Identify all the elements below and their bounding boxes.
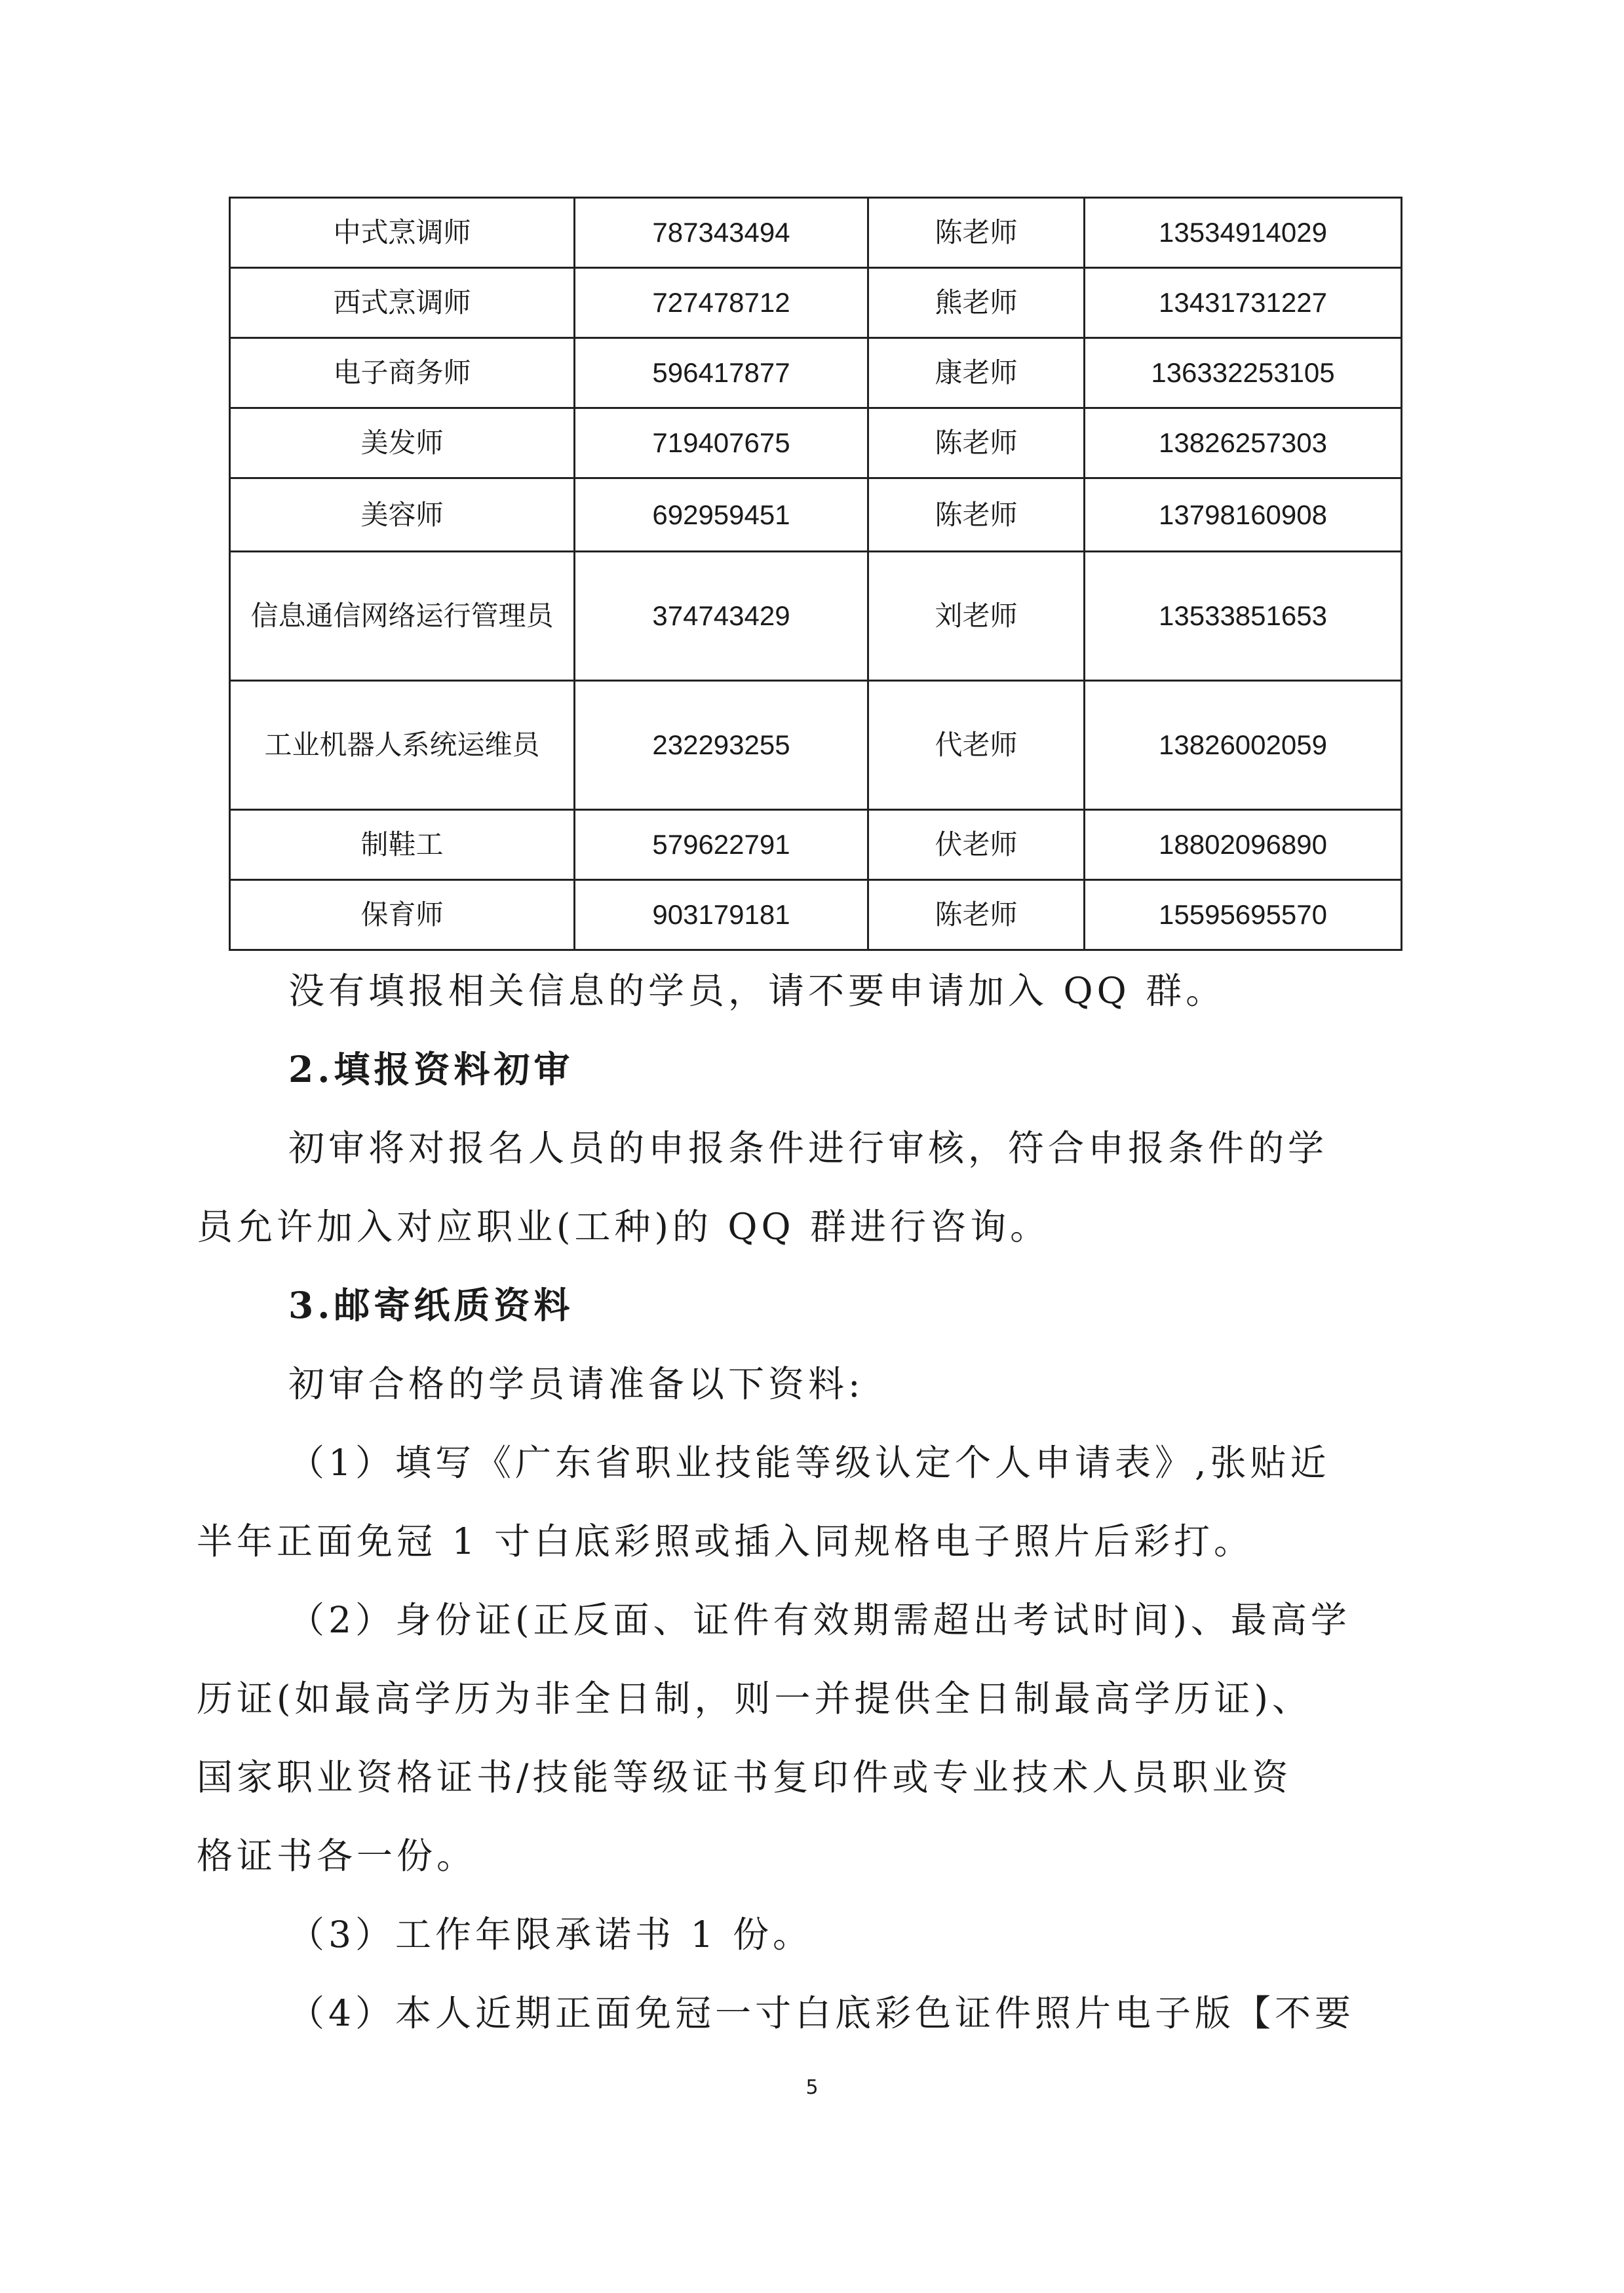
- qq-group-cell: 692959451: [575, 478, 868, 552]
- section-heading-2: 2.填报资料初审: [288, 1048, 574, 1090]
- phone-cell: 18802096890: [1085, 810, 1402, 880]
- table-body: [230, 198, 1402, 950]
- qq-group-cell: 787343494: [575, 198, 868, 268]
- page-number: 5: [805, 2076, 819, 2099]
- teacher-cell: 陈老师: [868, 198, 1085, 268]
- table-row: [230, 681, 1402, 810]
- table-row: [230, 552, 1402, 681]
- list-item-3: （3）工作年限承诺书 1 份。: [288, 1914, 813, 1956]
- teacher-cell: 刘老师: [868, 552, 1085, 681]
- list-item-1-line: （1）填写《广东省职业技能等级认定个人申请表》,张贴近: [288, 1442, 1330, 1484]
- section-heading-3: 3.邮寄纸质资料: [288, 1284, 574, 1326]
- occupation-cell: 信息通信网络运行管理员: [230, 552, 575, 681]
- list-item-1-line: 半年正面免冠 1 寸白底彩照或插入同规格电子照片后彩打。: [197, 1520, 1254, 1562]
- phone-cell: 13798160908: [1085, 478, 1402, 552]
- qq-note: 没有填报相关信息的学员，请不要申请加入 QQ 群。: [288, 970, 1226, 1012]
- teacher-cell: 熊老师: [868, 268, 1085, 338]
- table-row: [230, 338, 1402, 408]
- teacher-cell: 陈老师: [868, 880, 1085, 950]
- table-row: [230, 810, 1402, 880]
- teacher-cell: 伏老师: [868, 810, 1085, 880]
- qq-group-cell: 727478712: [575, 268, 868, 338]
- occupation-cell: 美发师: [230, 408, 575, 478]
- paragraph-line: 初审合格的学员请准备以下资料:: [288, 1363, 864, 1405]
- phone-cell: 13534914029: [1085, 198, 1402, 268]
- list-item-4-line: （4）本人近期正面免冠一寸白底彩色证件照片电子版【不要: [288, 1992, 1355, 2034]
- list-item-2-line: 格证书各一份。: [197, 1835, 477, 1877]
- teacher-cell: 陈老师: [868, 408, 1085, 478]
- phone-cell: 13826002059: [1085, 681, 1402, 810]
- qq-group-cell: 579622791: [575, 810, 868, 880]
- contact-table: [229, 197, 1402, 951]
- table-row: [230, 880, 1402, 950]
- teacher-cell: 陈老师: [868, 478, 1085, 552]
- phone-cell: 13826257303: [1085, 408, 1402, 478]
- occupation-cell: 西式烹调师: [230, 268, 575, 338]
- paragraph-line: 员允许加入对应职业(工种)的 QQ 群进行咨询。: [197, 1206, 1051, 1248]
- list-item-2-line: 国家职业资格证书/技能等级证书复印件或专业技术人员职业资: [197, 1756, 1292, 1798]
- qq-group-cell: 719407675: [575, 408, 868, 478]
- table-row: [230, 478, 1402, 552]
- qq-group-cell: 232293255: [575, 681, 868, 810]
- teacher-cell: 代老师: [868, 681, 1085, 810]
- list-item-2-line: 历证(如最高学历为非全日制，则一并提供全日制最高学历证)、: [197, 1678, 1312, 1720]
- occupation-cell: 工业机器人系统运维员: [230, 681, 575, 810]
- phone-cell: 13431731227: [1085, 268, 1402, 338]
- list-item-2-line: （2）身份证(正反面、证件有效期需超出考试时间)、最高学: [288, 1599, 1351, 1641]
- phone-cell: 13533851653: [1085, 552, 1402, 681]
- qq-group-cell: 596417877: [575, 338, 868, 408]
- occupation-cell: 保育师: [230, 880, 575, 950]
- qq-group-cell: 903179181: [575, 880, 868, 950]
- table-row: [230, 198, 1402, 268]
- table-row: [230, 268, 1402, 338]
- qq-group-cell: 374743429: [575, 552, 868, 681]
- phone-cell: 15595695570: [1085, 880, 1402, 950]
- occupation-cell: 美容师: [230, 478, 575, 552]
- occupation-cell: 制鞋工: [230, 810, 575, 880]
- teacher-cell: 康老师: [868, 338, 1085, 408]
- phone-cell: 136332253105: [1085, 338, 1402, 408]
- paragraph-line: 初审将对报名人员的申报条件进行审核，符合申报条件的学: [288, 1127, 1328, 1169]
- table-row: [230, 408, 1402, 478]
- occupation-cell: 中式烹调师: [230, 198, 575, 268]
- occupation-cell: 电子商务师: [230, 338, 575, 408]
